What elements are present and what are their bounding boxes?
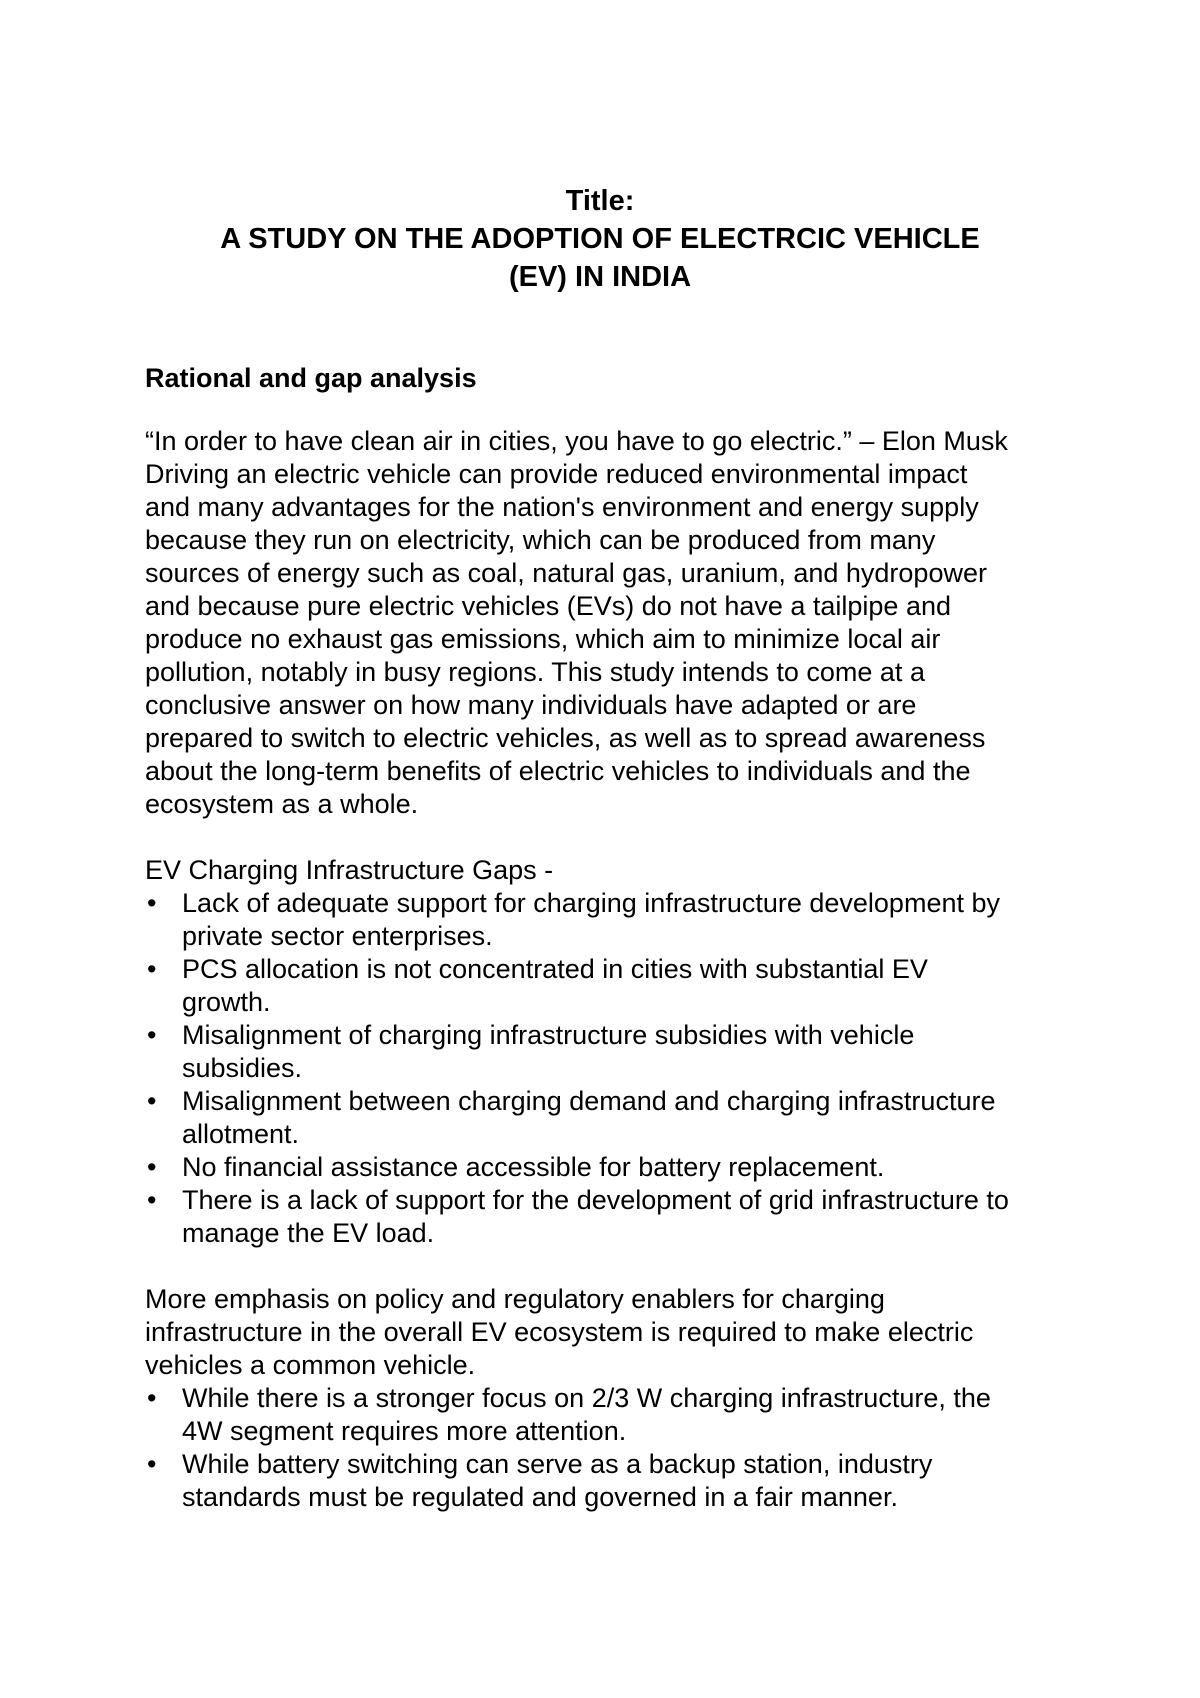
paragraph-line: More emphasis on policy and regulatory enablers for charging — [145, 1284, 885, 1314]
title-line-1: A STUDY ON THE ADOPTION OF ELECTRCIC VEHICLE — [220, 223, 980, 255]
paragraph-line: produce no exhaust gas emissions, which aim to minimize local air — [145, 624, 941, 654]
list-item — [145, 1151, 1075, 1184]
paragraph-line: and many advantages for the nation's environment and energy supply — [145, 492, 979, 522]
list-item-line: subsidies. — [182, 1053, 303, 1083]
list-item — [145, 1184, 1075, 1250]
list-item — [145, 887, 1075, 953]
paragraph-line: about the long-term benefits of electric vehicles to individuals and the — [145, 756, 971, 786]
list-item — [145, 953, 1075, 1019]
paragraph-line: and because pure electric vehicles (EVs) do not have a tailpipe and — [145, 591, 951, 621]
paragraph-line: infrastructure in the overall EV ecosystem is required to make electric — [145, 1317, 974, 1347]
paragraph-line: sources of energy such as coal, natural gas, uranium, and hydropower — [145, 558, 987, 588]
list-item-line: While battery switching can serve as a backup station, industry — [182, 1449, 933, 1479]
bullet-marker: • — [147, 954, 157, 984]
list-item — [145, 1448, 1075, 1514]
bullet-marker: • — [147, 1383, 157, 1413]
paragraph-line: conclusive answer on how many individuals have adapted or are — [145, 690, 917, 720]
paragraph-line: prepared to switch to electric vehicles, as well as to spread awareness — [145, 723, 986, 753]
list-item — [145, 1085, 1075, 1151]
paragraph-line: because they run on electricity, which can be produced from many — [145, 525, 936, 555]
title-line-2: (EV) IN INDIA — [508, 261, 692, 293]
list-item-line: While there is a stronger focus on 2/3 W charging infrastructure, the — [182, 1383, 991, 1413]
bullet-marker: • — [147, 1020, 157, 1050]
title-label: Title: — [565, 185, 635, 217]
list-item-line: Lack of adequate support for charging infrastructure development by — [182, 888, 1000, 918]
document-title — [0, 182, 1200, 296]
list-item-line: Misalignment between charging demand and charging infrastructure — [182, 1086, 996, 1116]
emphasis-list — [145, 1382, 1075, 1514]
list-item-line: PCS allocation is not concentrated in cities with substantial EV — [182, 954, 928, 984]
list-item-line: No financial assistance accessible for battery replacement. — [182, 1152, 885, 1182]
bullet-marker: • — [147, 1086, 157, 1116]
list-item-line: standards must be regulated and governed in a fair manner. — [182, 1482, 898, 1512]
emphasis-paragraph — [145, 1283, 1075, 1382]
document-body — [145, 362, 1075, 1514]
list-item-line: manage the EV load. — [182, 1218, 435, 1248]
gaps-list — [145, 887, 1075, 1250]
list-item-line: 4W segment requires more attention. — [182, 1416, 627, 1446]
rationale-paragraph — [145, 458, 1075, 821]
list-item — [145, 1019, 1075, 1085]
bullet-marker: • — [147, 1449, 157, 1479]
paragraph-line: Driving an electric vehicle can provide reduced environmental impact — [145, 459, 968, 489]
bullet-marker: • — [147, 1152, 157, 1182]
paragraph-line: ecosystem as a whole. — [145, 789, 419, 819]
list-item-line: growth. — [182, 987, 271, 1017]
section-heading: Rational and gap analysis — [145, 363, 477, 393]
elon-musk-quote: “In order to have clean air in cities, you have to go electric.” – Elon Musk — [145, 426, 1008, 456]
list-item-line: private sector enterprises. — [182, 921, 493, 951]
paragraph-line: vehicles a common vehicle. — [145, 1350, 476, 1380]
list-item — [145, 1382, 1075, 1448]
list-item-line: Misalignment of charging infrastructure subsidies with vehicle — [182, 1020, 915, 1050]
bullet-marker: • — [147, 1185, 157, 1215]
gaps-heading: EV Charging Infrastructure Gaps - — [145, 855, 554, 885]
bullet-marker: • — [147, 888, 157, 918]
list-item-line: allotment. — [182, 1119, 300, 1149]
list-item-line: There is a lack of support for the development of grid infrastructure to — [182, 1185, 1009, 1215]
paragraph-line: pollution, notably in busy regions. This study intends to come at a — [145, 657, 925, 687]
